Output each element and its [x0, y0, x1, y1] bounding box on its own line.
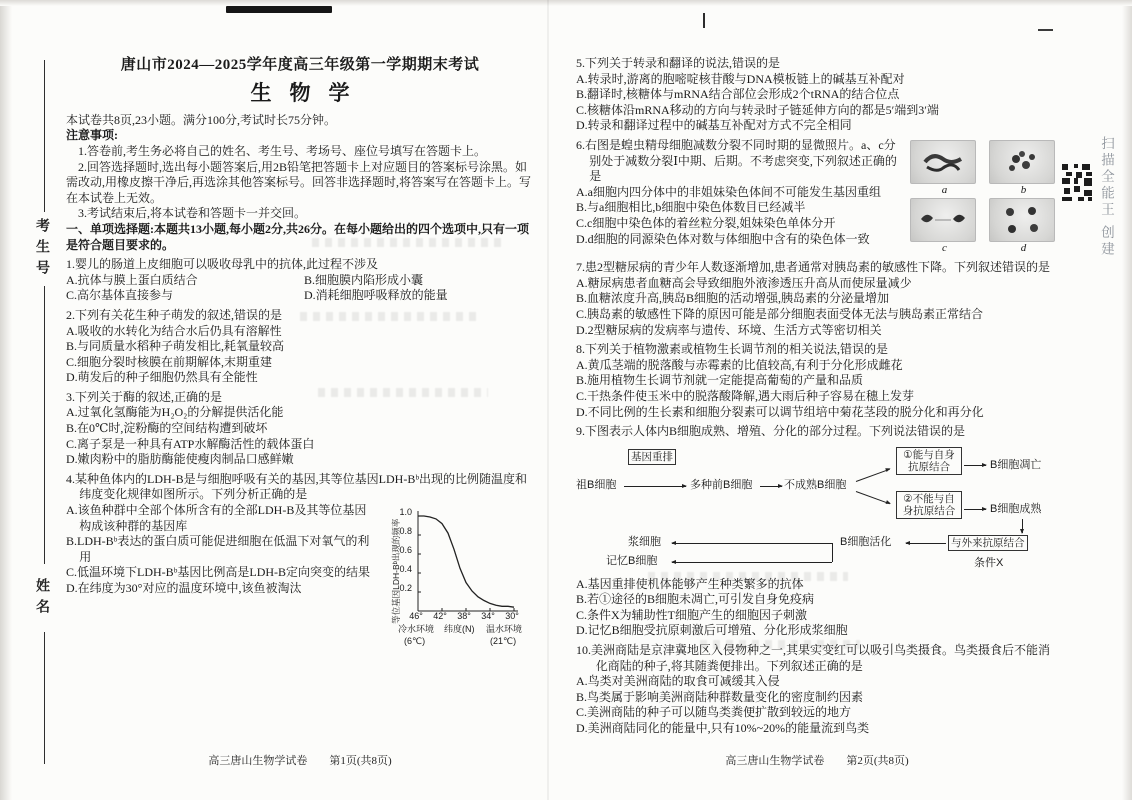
ldh-frequency-chart — [382, 505, 534, 655]
photo-label: a — [941, 183, 948, 196]
option: C.高尔基体直接参与 — [66, 288, 174, 303]
chart-note-cold-temp: (6℃) — [404, 636, 426, 647]
question-6 — [576, 138, 1058, 256]
question-5 — [576, 56, 1058, 134]
chart-x-tick: 30° — [505, 611, 519, 622]
flow-label-condition-x: 条件X — [974, 556, 1004, 569]
seal-line — [44, 286, 45, 564]
flow-arrow — [1022, 519, 1023, 533]
question-stem: 3.下列关于酶的叙述,正确的是 — [66, 389, 223, 404]
question-stem: 7.患2型糖尿病的青少年人数逐渐增加,患者通常对胰岛素的敏感性下降。下列叙述错误的是 — [576, 260, 1051, 275]
option: D.d细胞的同源染色体对数与体细胞中含有的染色体一致 — [576, 231, 870, 246]
seal-line — [44, 632, 45, 764]
option: B.在0℃时,淀粉酶的空间结构遭到破坏 — [66, 421, 268, 436]
question-8 — [576, 342, 1058, 420]
option: D.2型糖尿病的发病率与遗传、环境、生活方式等密切相关 — [576, 322, 882, 337]
chart-x-tick: 34° — [481, 611, 495, 622]
option: A.基因重排使机体能够产生种类繁多的抗体 — [576, 576, 804, 591]
notice-item: 3.考试结束后,将本试卷和答题卡一并交回。 — [78, 206, 307, 221]
photo-label: d — [1020, 242, 1027, 255]
chart-plot — [416, 509, 520, 615]
meiosis-photo-d — [989, 198, 1058, 254]
flow-node-memory-b: 记忆B细胞 — [606, 554, 658, 567]
meiosis-photo-c-image — [910, 198, 976, 242]
option: A.转录时,游离的胞嘧啶核苷酸与DNA模板链上的碱基互补配对 — [576, 71, 905, 86]
flow-arrow — [964, 509, 986, 510]
question-options — [66, 273, 534, 304]
camscanner-watermark: 扫描全能王 创建 — [1099, 136, 1114, 259]
option: C.离子泵是一种具有ATP水解酶活性的载体蛋白 — [66, 436, 315, 451]
meiosis-photo-a-image — [910, 140, 976, 184]
option: B.鸟类属于影响美洲商陆种群数量变化的密度制约因素 — [576, 689, 864, 704]
notice-item: 2.回答选择题时,选出每小题答案后,用2B铅笔把答题卡上对应题目的答案标号涂黑。如需改动,用橡皮擦干净后,再选涂其他答案标号。回答非选择题时,将答案写在答题卡上。写在本试卷上无效。 — [66, 159, 532, 205]
flow-node-apoptosis: B细胞凋亡 — [990, 458, 1042, 471]
question-7 — [576, 260, 1058, 338]
option: D.在纬度为30°对应的温度环境中,该鱼被淘汰 — [66, 581, 302, 596]
question-stem: 8.下列关于植物激素或植物生长调节剂的相关说法,错误的是 — [576, 342, 889, 357]
ldh-curve — [418, 516, 514, 607]
name-label: 姓名 — [34, 578, 49, 620]
option: A.黄瓜茎端的脱落酸与赤霉素的比值较高,有利于分化形成雌花 — [576, 357, 903, 372]
option: B.血糖浓度升高,胰岛B细胞的活动增强,胰岛素的分泌量增加 — [576, 291, 890, 306]
option: A.过氧化氢酶能为H₂O₂的分解提供活化能 — [66, 405, 284, 420]
meiosis-photo-a — [910, 140, 979, 196]
flow-label-gene-rearrangement: 基因重排 — [628, 449, 676, 465]
option: C.c细胞中染色体的着丝粒分裂,姐妹染色单体分开 — [576, 215, 836, 230]
flow-branch-self-bind: ①能与自身抗原结合 — [896, 447, 962, 475]
page-1 — [66, 56, 534, 655]
option: D.萌发后的种子细胞仍然具有全能性 — [66, 370, 258, 385]
page-footer: 高三唐山生物学试卷 第2页(共8页) — [725, 755, 909, 767]
scan-edge-left — [0, 0, 12, 800]
chart-x-tick: 42° — [433, 611, 447, 622]
question-stem: 2.下列有关花生种子萌发的叙述,错误的是 — [66, 307, 283, 322]
notice-item: 1.答卷前,考生务必将自己的姓名、考生号、考场号、座位号填写在答题卡上。 — [78, 143, 487, 158]
chart-note-cold: 冷水环境 — [398, 624, 435, 635]
question-1 — [66, 257, 534, 304]
option: D.美洲商陆同化的能量中,只有10%~20%的能量流到鸟类 — [576, 721, 870, 736]
chart-note-warm: 温水环境 — [486, 624, 523, 635]
question-9 — [576, 424, 1058, 639]
flow-arrow — [856, 491, 890, 504]
chart-x-tick: 38° — [457, 611, 471, 622]
flow-arrow — [906, 543, 946, 544]
question-stem: 10.美洲商陆是京津冀地区入侵物种之一,其果实变红可以吸引鸟类摄食。鸟类摄食后不能消化商陆的种子,将其随粪便排出。下列叙述正确的是 — [576, 643, 1051, 673]
question-stem: 5.下列关于转录和翻译的说法,错误的是 — [576, 56, 781, 70]
question-stem: 4.某种鱼体内的LDH-B是与细胞呼吸有关的基因,其等位基因LDH-Bᵇ出现的比例随温度和纬度变化规律如图所示。下列分析正确的是 — [66, 471, 528, 502]
option: C.美洲商陆的种子可以随鸟类粪便扩散到较远的地方 — [576, 705, 852, 720]
scan-tick-artifact — [1038, 29, 1053, 31]
flow-node-pre-b: 多种前B细胞 — [690, 478, 753, 491]
option: C.低温环境下LDH-Bᵇ基因比例高是LDH-B定向突变的结果 — [66, 565, 371, 580]
question-stem: 9.下图表示人体内B细胞成熟、增殖、分化的部分过程。下列说法错误的是 — [576, 424, 966, 439]
option: D.消耗细胞呼吸释放的能量 — [304, 288, 448, 303]
option: D.嫩肉粉中的脂肪酶能使瘦肉制品口感鲜嫩 — [66, 452, 294, 467]
option: C.核糖体沿mRNA移动的方向与转录时子链延伸方向的都是5′端到3′端 — [576, 102, 939, 117]
option: B.与同质量水稻种子萌发相比,耗氧量较高 — [66, 339, 285, 354]
flow-node-mature-b: B细胞成熟 — [990, 502, 1042, 515]
flow-connector — [832, 543, 833, 562]
flow-arrow — [672, 543, 832, 544]
question-10 — [576, 643, 1058, 737]
meiosis-photo-c — [910, 198, 979, 254]
option: B.与a细胞相比,b细胞中染色体数目已经减半 — [576, 200, 806, 215]
flow-arrow — [624, 486, 686, 487]
option: B.LDH-Bᵇ表达的蛋白质可能促进细胞在低温下对氧气的利用 — [66, 534, 370, 564]
option: D.转录和翻译过程中的碱基互补配对方式不完全相同 — [576, 118, 852, 133]
flow-node-immature-b: 不成熟B细胞 — [784, 478, 847, 491]
chart-note-warm-temp: (21℃) — [490, 636, 517, 647]
question-stem: 1.婴儿的肠道上皮细胞可以吸收母乳中的抗体,此过程不涉及 — [66, 257, 379, 272]
scan-edge-top — [0, 0, 1132, 6]
option: A.a细胞内四分体中的非姐妹染色体间不可能发生基因重组 — [576, 184, 881, 199]
option: B.若①途径的B细胞未凋亡,可引发自身免疫病 — [576, 592, 815, 607]
option: C.干热条件使玉米中的脱落酸降解,遇大雨后种子容易在穗上发芽 — [576, 388, 915, 403]
option: C.胰岛素的敏感性下降的原因可能是部分细胞表面受体无法与胰岛素正常结合 — [576, 306, 984, 321]
chart-y-tick: 0.8 — [399, 526, 412, 537]
flow-arrow — [856, 468, 890, 481]
question-stem: 6.右图是蝗虫精母细胞减数分裂不同时期的显微照片。a、c分别处于减数分裂Ⅰ中期、后期。不考虑突变,下列叙述正确的是 — [576, 137, 897, 184]
option: A.吸收的水转化为结合水后仍具有溶解性 — [66, 323, 282, 338]
option: A.抗体与膜上蛋白质结合 — [66, 272, 198, 287]
flow-box-foreign-antigen: 与外来抗原结合 — [948, 535, 1028, 551]
question-3 — [66, 390, 534, 468]
flow-node-plasma-cell: 浆细胞 — [628, 535, 661, 548]
meiosis-photo-d-image — [989, 198, 1055, 242]
option: A.糖尿病患者血糖高会导致细胞外液渗透压升高从而使尿量减少 — [576, 275, 912, 290]
seal-line — [44, 60, 45, 212]
option: D.记忆B细胞受抗原刺激后可增殖、分化形成浆细胞 — [576, 623, 848, 638]
photo-label: b — [1020, 183, 1027, 196]
option: B.细胞膜内陷形成小囊 — [304, 272, 424, 287]
scan-bar-artifact — [226, 6, 332, 13]
question-2 — [66, 308, 534, 386]
flow-node-activated-b: B细胞活化 — [840, 535, 892, 548]
chart-y-tick: 1.0 — [399, 507, 412, 518]
page-fold-line — [547, 0, 549, 800]
chart-y-tick: 0.2 — [399, 583, 412, 594]
b-cell-flowchart — [576, 443, 1058, 575]
chart-x-tick: 46° — [409, 611, 423, 622]
option: B.翻译时,核糖体与mRNA结合部位会形成2个tRNA的结合位点 — [576, 87, 900, 102]
photo-label: c — [942, 242, 947, 255]
flow-branch-no-self-bind: ②不能与自身抗原结合 — [896, 491, 962, 519]
flow-arrow — [760, 486, 782, 487]
meiosis-photos — [910, 140, 1058, 254]
flow-arrow — [672, 562, 832, 563]
scan-tick-artifact — [703, 13, 705, 28]
option: C.条件X为辅助性T细胞产生的细胞因子刺激 — [576, 607, 808, 622]
meiosis-photo-b — [989, 140, 1058, 196]
option: D.不同比例的生长素和细胞分裂素可以调节组培中菊花茎段的脱分化和再分化 — [576, 404, 984, 419]
paper-info: 本试卷共8页,23小题。满分100分,考试时长75分钟。 — [66, 112, 337, 127]
flow-arrow — [964, 465, 986, 466]
meiosis-photo-b-image — [989, 140, 1055, 184]
page-footer: 高三唐山生物学试卷 第1页(共8页) — [208, 755, 392, 767]
option: B.施用植物生长调节剂就一定能提高葡萄的产量和品质 — [576, 373, 864, 388]
chart-y-tick: 0.4 — [399, 564, 412, 575]
exam-title: 唐山市2024—2025学年度高三年级第一学期期末考试 — [120, 57, 480, 73]
page-2 — [576, 56, 1058, 737]
subject-title: 生物学 — [250, 80, 368, 105]
chart-x-axis-label: 纬度(N) — [444, 624, 475, 635]
scan-edge-right — [1122, 0, 1132, 800]
section-title: 一、单项选择题:本题共13小题,每小题2分,共26分。在每小题给出的四个选项中,只有一项是符合题目要求的。 — [66, 221, 529, 252]
option: A.该鱼种群中全部个体所含有的全部LDH-B及其等位基因构成该种群的基因库 — [66, 503, 367, 533]
chart-y-tick: 0.6 — [399, 545, 412, 556]
option: C.细胞分裂时核膜在前期解体,末期重建 — [66, 354, 273, 369]
scan-code — [1062, 164, 1092, 202]
option: A.鸟类对美洲商陆的取食可减缓其入侵 — [576, 674, 780, 689]
notice-title: 注意事项: — [66, 128, 118, 143]
chart-y-axis-label: 等位基因LDH-Bᵇ出现的频率 — [390, 518, 401, 624]
flow-node-progenitor-b: 祖B细胞 — [576, 478, 617, 491]
candidate-number-label: 考生号 — [34, 218, 49, 281]
question-4 — [66, 472, 534, 655]
